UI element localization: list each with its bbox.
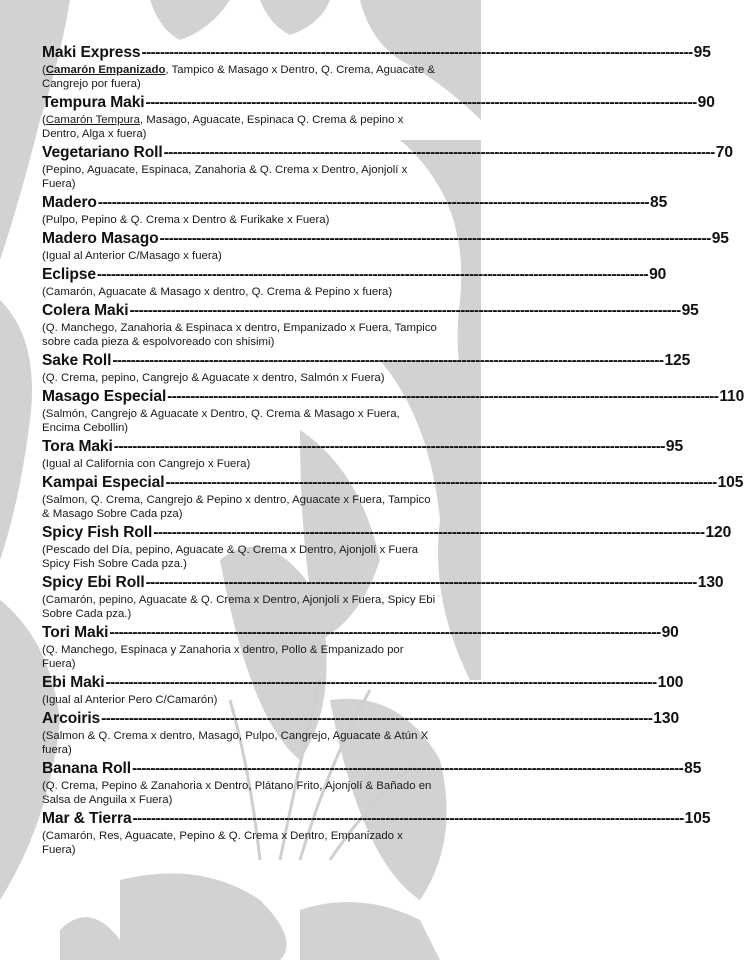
menu-item (42, 573, 724, 621)
menu-item (42, 143, 733, 191)
description-segment: (Camarón, Res, Aguacate, Pepino & Q. Crema x Dentro, Empanizado x Fuera) (42, 830, 403, 856)
menu-item-name: Arcoiris (42, 710, 101, 727)
menu-item-price: 120 (705, 524, 732, 541)
dotted-leader: ------------------------------------------------------------------------------------------------------------------------ (132, 760, 684, 777)
menu-item (42, 759, 702, 807)
menu-item-name: Mar & Tierra (42, 810, 132, 827)
menu-item-title-line (42, 709, 680, 728)
menu-item-price: 90 (661, 624, 679, 641)
menu-item-title-line (42, 523, 732, 542)
menu-item-price: 90 (649, 266, 667, 283)
menu-item-name: Tori Maki (42, 624, 109, 641)
menu-item-description (42, 213, 438, 227)
menu-item (42, 473, 744, 521)
dotted-leader: ------------------------------------------------------------------------------------------------------------------------ (141, 44, 693, 61)
dotted-leader: ------------------------------------------------------------------------------------------------------------------------ (132, 810, 684, 827)
menu-item-title-line (42, 43, 711, 62)
description-segment: (Igual al Anterior C/Masago x fuera) (42, 250, 222, 262)
menu-item (42, 523, 732, 571)
menu-item-title-line (42, 143, 733, 162)
menu-item-price: 95 (693, 44, 711, 61)
menu-item (42, 351, 691, 385)
menu-item-name: Vegetariano Roll (42, 144, 163, 161)
menu-item (42, 229, 729, 263)
menu-item (42, 387, 744, 435)
menu-item-price: 130 (697, 574, 724, 591)
menu-item (42, 193, 668, 227)
menu-item-price: 85 (684, 760, 702, 777)
menu-item-title-line (42, 809, 711, 828)
menu-item-description (42, 285, 438, 299)
description-segment: (Salmón, Cangrejo & Aguacate x Dentro, Q. Crema & Masago x Fuera, Encima Cebollin) (42, 408, 400, 434)
dotted-leader: ------------------------------------------------------------------------------------------------------------------------ (163, 144, 715, 161)
description-segment: (Pescado del Día, pepino, Aguacate & Q. Crema x Dentro, Ajonjolí x Fuera Spicy Fish Sobre Cada pza.) (42, 544, 419, 570)
dotted-leader: ------------------------------------------------------------------------------------------------------------------------ (165, 474, 717, 491)
dotted-leader: ------------------------------------------------------------------------------------------------------------------------ (129, 302, 681, 319)
dotted-leader: ------------------------------------------------------------------------------------------------------------------------ (159, 230, 711, 247)
dotted-leader: ------------------------------------------------------------------------------------------------------------------------ (153, 524, 705, 541)
menu-item-name: Tora Maki (42, 438, 113, 455)
menu-item-title-line (42, 301, 699, 320)
dotted-leader: ------------------------------------------------------------------------------------------------------------------------ (145, 94, 697, 111)
menu-item (42, 437, 684, 471)
menu-item-name: Banana Roll (42, 760, 132, 777)
menu-item-description (42, 643, 438, 671)
menu-item-title-line (42, 437, 684, 456)
menu-item-name: Masago Especial (42, 388, 167, 405)
menu-item-name: Maki Express (42, 44, 141, 61)
menu-item-price: 95 (681, 302, 699, 319)
menu-item-price: 95 (665, 438, 684, 455)
menu-list (42, 43, 744, 859)
menu-item (42, 265, 667, 299)
description-segment: (Pulpo, Pepino & Q. Crema x Dentro & Furikake x Fuera) (42, 214, 330, 226)
menu-item-title-line (42, 387, 744, 406)
menu-item-description (42, 407, 438, 435)
description-segment: (Q. Manchego, Zanahoria & Espinaca x dentro, Empanizado x Fuera, Tampico sobre cada pieza & espolvoreado con shisimi) (42, 322, 437, 348)
menu-item-name: Madero Masago (42, 230, 159, 247)
dotted-leader: ------------------------------------------------------------------------------------------------------------------------ (96, 266, 649, 283)
menu-item-price: 105 (684, 810, 711, 827)
menu-item-title-line (42, 229, 729, 248)
description-segment: (Pepino, Aguacate, Espinaca, Zanahoria & Q. Crema x Dentro, Ajonjolí x Fuera) (42, 164, 408, 190)
menu-item-name: Madero (42, 194, 97, 211)
menu-item-description (42, 543, 438, 571)
menu-item-title-line (42, 193, 668, 212)
description-segment: , Masago, Aguacate, Espinaca Q. Crema & pepino x Dentro, Alga x fuera) (42, 114, 404, 140)
description-segment: (Q. Manchego, Espinaca y Zanahoria x dentro, Pollo & Empanizado por Fuera) (42, 644, 404, 670)
menu-item-description (42, 493, 438, 521)
menu-item-description (42, 63, 438, 91)
description-segment: (Q. Crema, Pepino & Zanahoria x Dentro, Plátano Frito, Ajonjolí & Bañado en Salsa de Anguila x Fuera) (42, 780, 432, 806)
menu-item-description (42, 593, 438, 621)
menu-item-price: 105 (717, 474, 744, 491)
menu-item-description (42, 249, 438, 263)
menu-item (42, 623, 679, 671)
description-segment: Camarón Empanizado (45, 64, 166, 76)
menu-item (42, 709, 680, 757)
menu-item-description (42, 113, 438, 141)
description-segment: (Igual al California con Cangrejo x Fuera) (42, 458, 251, 470)
menu-item-description (42, 321, 438, 349)
description-segment: (Camarón, pepino, Aguacate & Q. Crema x Dentro, Ajonjolí x Fuera, Spicy Ebi Sobre Cada pza.) (42, 594, 436, 620)
dotted-leader: ------------------------------------------------------------------------------------------------------------------------ (145, 574, 697, 591)
menu-item-price: 110 (719, 388, 744, 405)
description-segment: , Tampico & Masago x Dentro, Q. Crema, Aguacate & Cangrejo por fuera) (42, 64, 435, 90)
menu-item (42, 809, 711, 857)
menu-item (42, 93, 715, 141)
menu-item (42, 43, 711, 91)
menu-item-description (42, 163, 438, 191)
menu-item-price: 85 (650, 194, 668, 211)
menu-item-title-line (42, 623, 679, 642)
dotted-leader: ------------------------------------------------------------------------------------------------------------------------ (113, 438, 665, 455)
menu-item-title-line (42, 265, 667, 284)
menu-item-title-line (42, 759, 702, 778)
menu-item (42, 673, 684, 707)
menu-item-description (42, 693, 438, 707)
description-segment: (Salmon & Q. Crema x dentro, Masago, Pulpo, Cangrejo, Aguacate & Atún X fuera) (42, 730, 429, 756)
menu-item-price: 100 (657, 674, 684, 691)
menu-item (42, 301, 699, 349)
description-segment: ( (42, 114, 46, 126)
description-segment: (Q. Crema, pepino, Cangrejo & Aguacate x dentro, Salmón x Fuera) (42, 372, 385, 384)
menu-item-title-line (42, 351, 691, 370)
menu-item-name: Spicy Ebi Roll (42, 574, 145, 591)
menu-item-description (42, 829, 438, 857)
description-segment: Camarón Tempura (45, 114, 140, 126)
menu-item-price: 130 (653, 710, 680, 727)
menu-item-name: Tempura Maki (42, 94, 145, 111)
menu-item-description (42, 457, 438, 471)
dotted-leader: ------------------------------------------------------------------------------------------------------------------------ (109, 624, 661, 641)
description-segment: (Salmon, Q. Crema, Cangrejo & Pepino x dentro, Aguacate x Fuera, Tampico & Masago Sobre Cada pza) (42, 494, 431, 520)
menu-item-name: Spicy Fish Roll (42, 524, 153, 541)
menu-item-price: 95 (711, 230, 729, 247)
dotted-leader: ------------------------------------------------------------------------------------------------------------------------ (167, 388, 719, 405)
menu-item-price: 70 (715, 144, 733, 161)
menu-item-description (42, 371, 438, 385)
menu-item-name: Kampai Especial (42, 474, 165, 491)
menu-item-price: 90 (697, 94, 715, 111)
description-segment: (Camarón, Aguacate & Masago x dentro, Q. Crema & Pepino x fuera) (42, 286, 393, 298)
description-segment: (Igual al Anterior Pero C/Camarón) (42, 694, 218, 706)
description-segment: ( (42, 64, 46, 76)
menu-item-price: 125 (664, 352, 691, 369)
menu-item-name: Colera Maki (42, 302, 129, 319)
dotted-leader: ------------------------------------------------------------------------------------------------------------------------ (97, 194, 650, 211)
menu-item-description (42, 779, 438, 807)
dotted-leader: ------------------------------------------------------------------------------------------------------------------------ (112, 352, 664, 369)
dotted-leader: ------------------------------------------------------------------------------------------------------------------------ (101, 710, 653, 727)
menu-item-title-line (42, 573, 724, 592)
menu-item-description (42, 729, 438, 757)
menu-item-name: Eclipse (42, 266, 96, 283)
menu-item-name: Ebi Maki (42, 674, 105, 691)
menu-item-title-line (42, 673, 684, 692)
menu-item-name: Sake Roll (42, 352, 112, 369)
menu-item-title-line (42, 93, 715, 112)
menu-item-title-line (42, 473, 744, 492)
dotted-leader: ------------------------------------------------------------------------------------------------------------------------ (105, 674, 657, 691)
